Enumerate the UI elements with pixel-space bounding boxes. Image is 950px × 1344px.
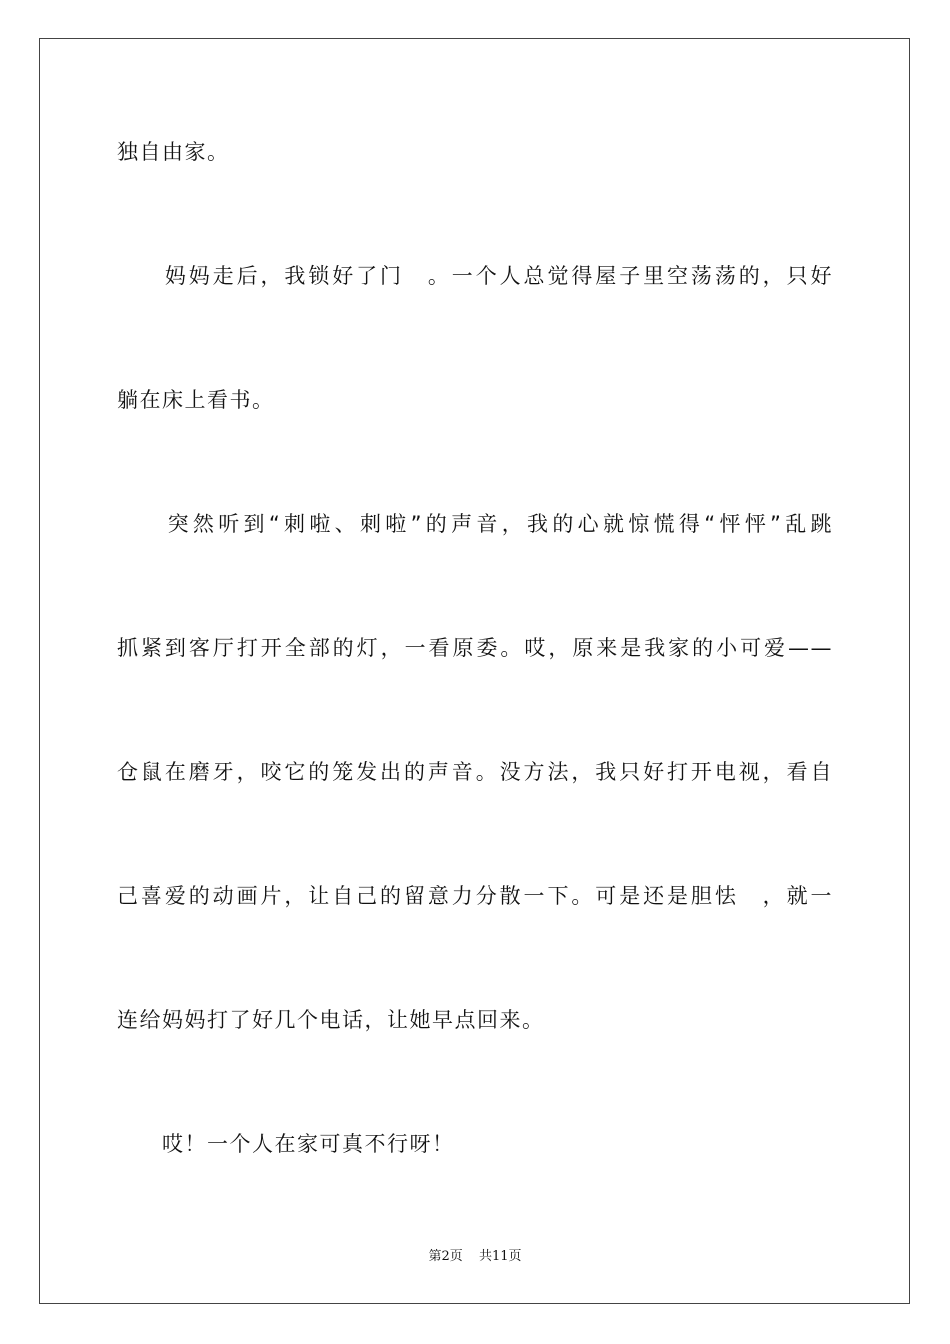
text-line-3: 躺在床上看书。	[117, 388, 275, 412]
text-line-4: 突然听到“刺啦、刺啦”的声音，我的心就惊慌得“怦怦”乱跳	[117, 512, 833, 536]
page-number: 第2页	[428, 1249, 463, 1264]
page-frame	[39, 38, 910, 1304]
text-line-1: 独自由家。	[117, 140, 230, 164]
text-line-2: 妈妈走后，我锁好了门 。一个人总觉得屋子里空荡荡的，只好	[117, 264, 833, 288]
text-line-6: 仓鼠在磨牙，咬它的笼发出的声音。没方法，我只好打开电视，看自	[117, 760, 833, 784]
total-pages: 共11页	[478, 1249, 522, 1264]
text-line-5: 抓紧到客厅打开全部的灯，一看原委。哎，原来是我家的小可爱——	[117, 636, 833, 660]
page-footer	[0, 1248, 950, 1266]
text-line-8: 连给妈妈打了好几个电话，让她早点回来。	[117, 1008, 545, 1032]
text-line-7: 己喜爱的动画片，让自己的留意力分散一下。可是还是胆怯 ，就一	[117, 884, 833, 908]
text-line-9: 哎！一个人在家可真不行呀！	[117, 1132, 455, 1156]
